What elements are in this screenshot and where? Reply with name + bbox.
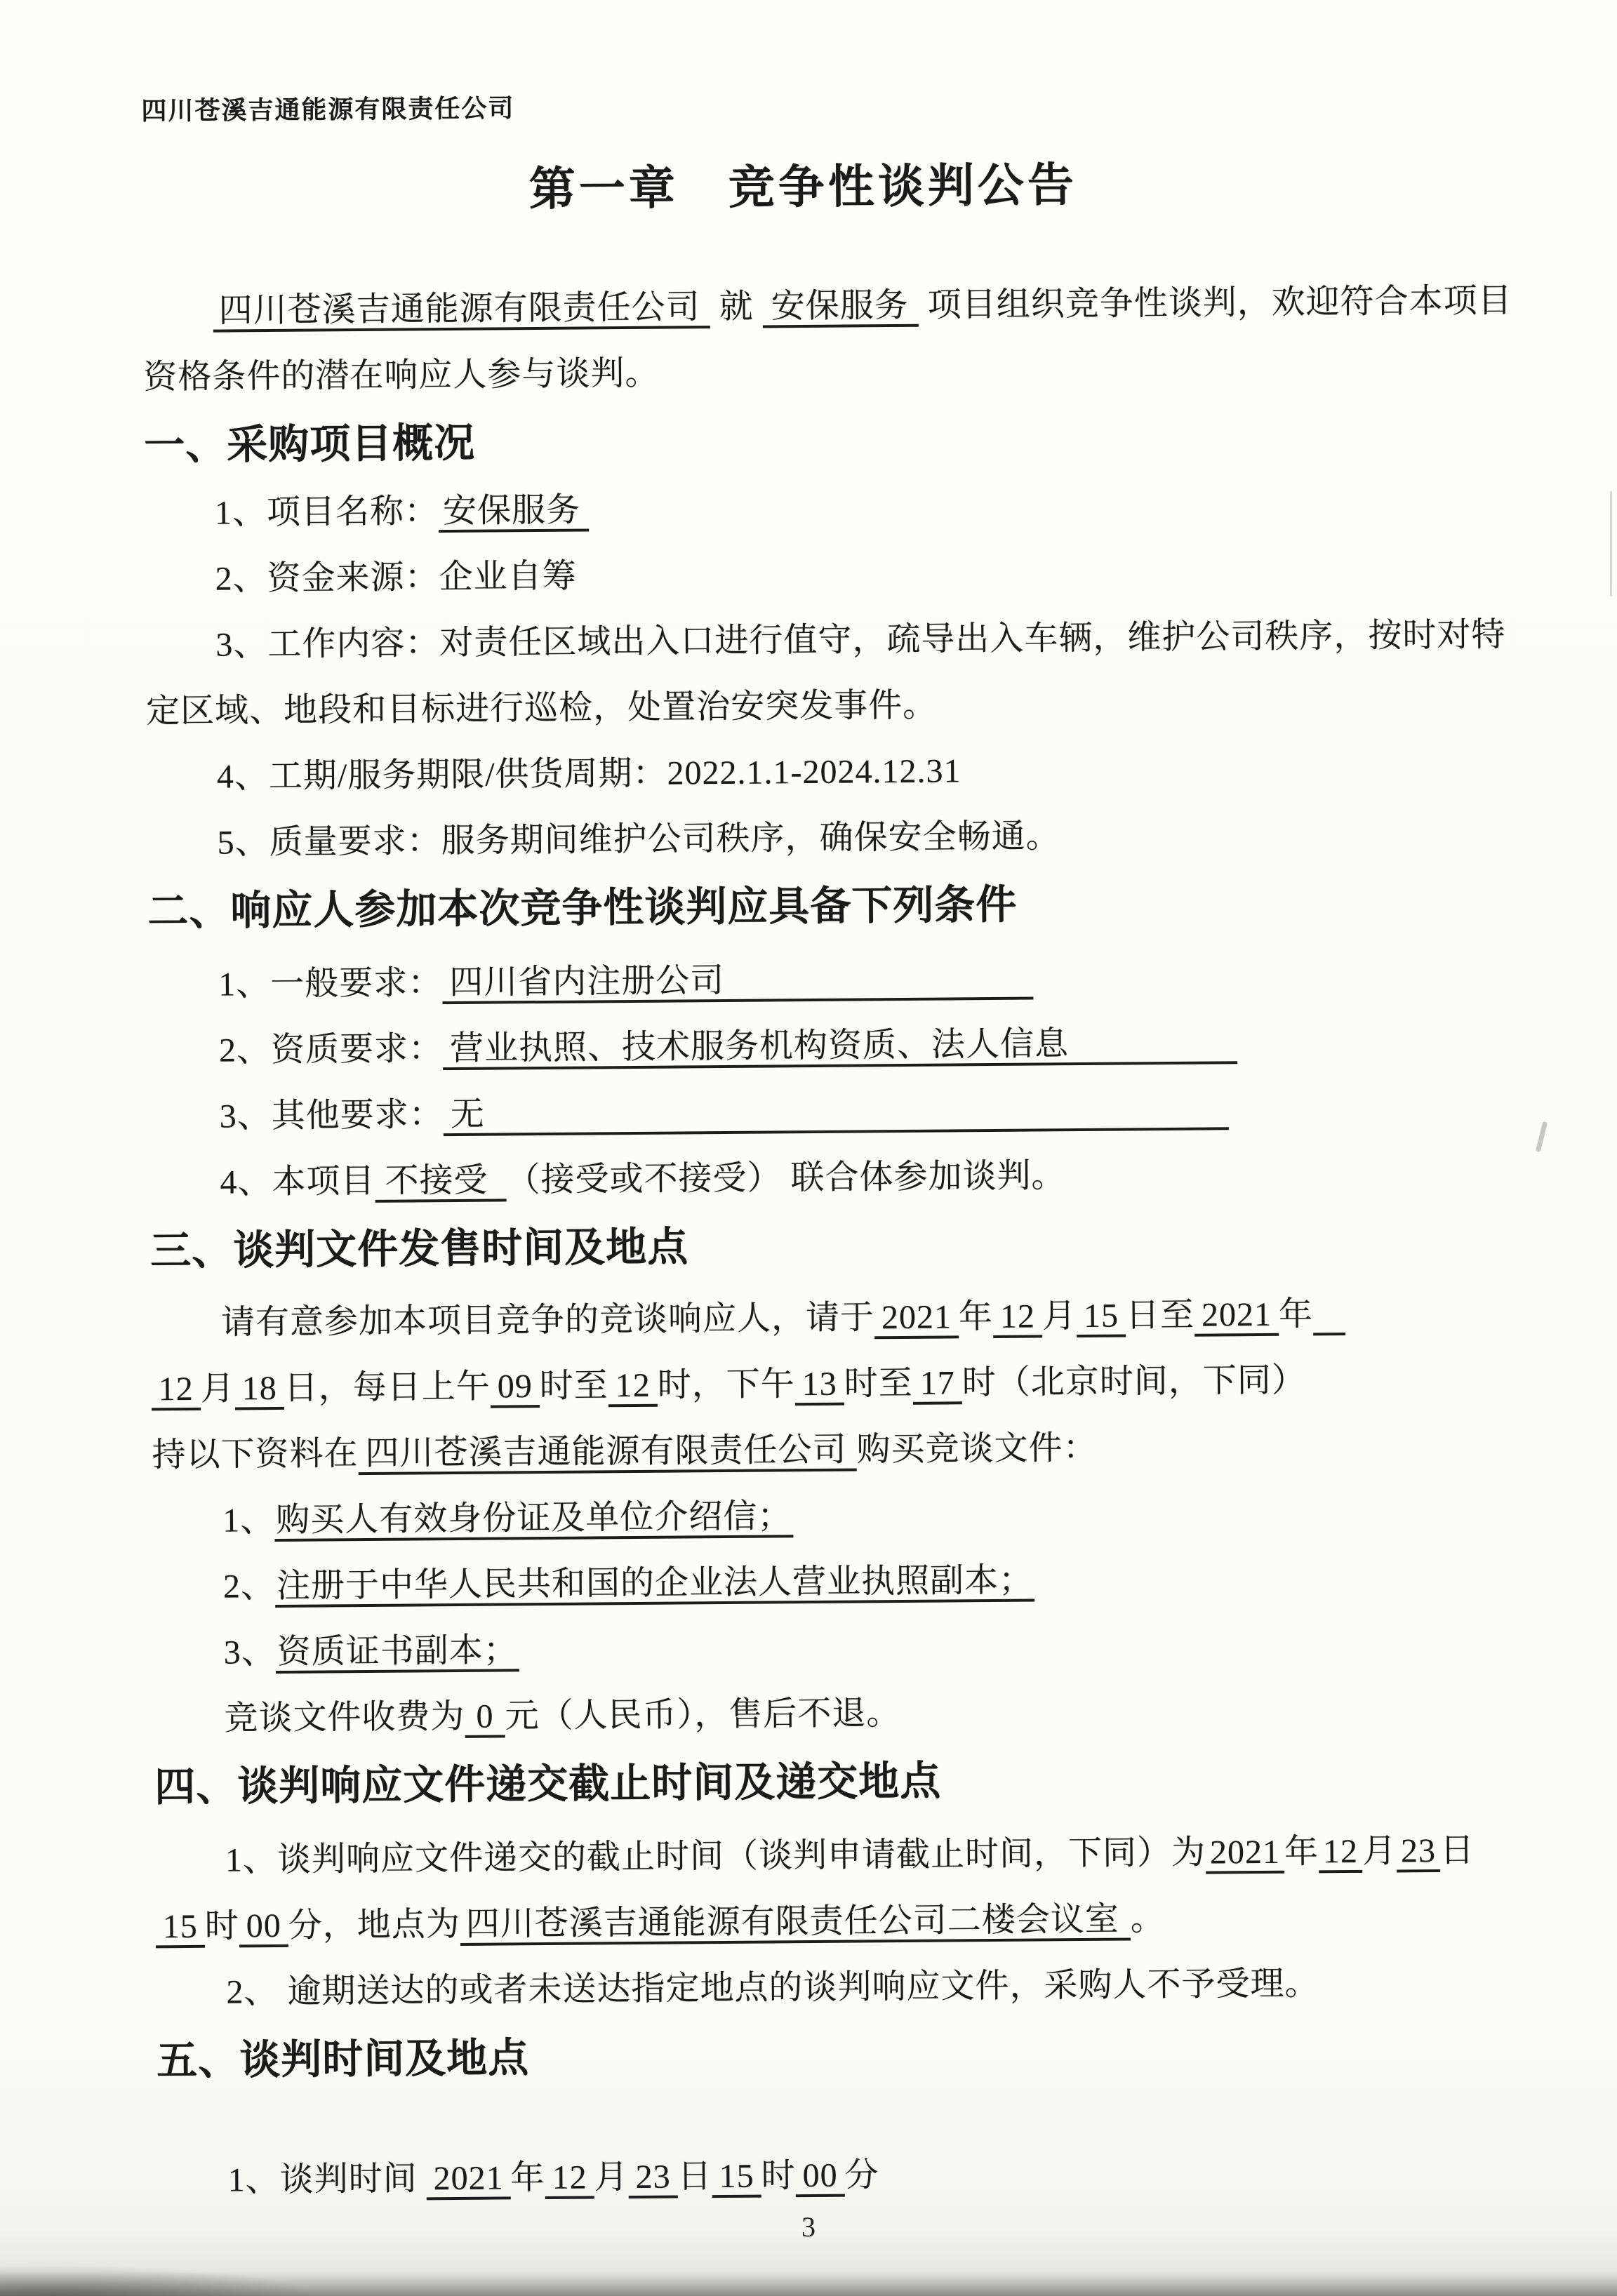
text-run: 年: [1284, 1833, 1319, 1871]
text-run: 月: [1042, 1297, 1077, 1335]
filled-blank: 无: [444, 1090, 1229, 1136]
section-4-heading: [154, 1742, 1477, 1823]
filled-blank: 2021: [1206, 1834, 1284, 1874]
text-run: 1、谈判响应文件递交的截止时间（谈判申请截止时间，下同）为: [225, 1834, 1206, 1879]
filled-blank: 15: [156, 1908, 205, 1949]
filled-blank: 12: [993, 1297, 1042, 1338]
section-3-item-2: [153, 1544, 1476, 1621]
filled-blank: 15: [712, 2158, 761, 2198]
filled-blank: 四川苍溪吉通能源有限责任公司二楼会议室: [460, 1900, 1131, 1945]
text-run: 时，下午: [657, 1366, 795, 1404]
text-run: 月: [594, 2158, 629, 2196]
text-run: 分: [844, 2156, 879, 2194]
filled-blank: 23: [1397, 1832, 1440, 1872]
section-5-item-1: [157, 2138, 1480, 2215]
text-run: 2、资金来源：企业自筹: [215, 557, 577, 598]
section-4-item-1-line-1: [155, 1818, 1478, 1895]
text-run: 三、谈判文件发售时间及地点: [149, 1224, 689, 1274]
section-3-item-3: [153, 1610, 1476, 1687]
filled-blank: 2021: [874, 1298, 959, 1339]
text-run: 资格条件的潜在响应人参与谈判。: [143, 354, 660, 396]
filled-blank: 12: [545, 2158, 594, 2199]
filled-blank: 0: [465, 1697, 505, 1737]
section-3-heading: [150, 1206, 1473, 1287]
text-run: 时（北京时间，下同）: [961, 1361, 1307, 1402]
text-run: 4、工期/服务期限/供货周期：2022.1.1-2024.12.31: [216, 752, 961, 796]
section-2-item-3: [149, 1074, 1472, 1151]
text-run: 3、: [223, 1633, 276, 1671]
filled-blank: 13: [795, 1366, 844, 1406]
filled-blank: 四川苍溪吉通能源有限责任公司: [213, 288, 710, 333]
text-run: 项目组织竞争性谈判，欢迎符合本项目: [918, 282, 1512, 324]
section-3-fee-line: [154, 1676, 1477, 1753]
scan-corner-smudge: [0, 2265, 323, 2296]
text-run: 就: [710, 288, 763, 326]
filled-blank: 购买人有效身份证及单位介绍信；: [274, 1497, 793, 1542]
text-run: 持以下资料在: [152, 1435, 359, 1474]
filled-blank: 安保服务: [439, 491, 589, 533]
text-run: 月: [200, 1370, 235, 1408]
text-run: 日: [1439, 1831, 1475, 1869]
page-number: 3: [801, 2211, 816, 2243]
text-run: 定区域、地段和目标进行巡检，处置治安突发事件。: [145, 686, 938, 730]
intro-line-1: [142, 269, 1512, 345]
text-run: 月: [1362, 1832, 1397, 1870]
section-1-item-5: [147, 801, 1470, 877]
text-run: 元（人民币），售后不退。: [505, 1695, 901, 1735]
text-run: 时: [761, 2157, 796, 2195]
text-run: 年: [1278, 1295, 1314, 1333]
section-3-para-line-2: [151, 1347, 1474, 1423]
text-run: 一、采购项目概况: [143, 420, 476, 469]
text-run: 年: [510, 2159, 545, 2197]
section-3-item-1: [152, 1479, 1475, 1555]
header-company: 四川苍溪吉通能源有限责任公司: [141, 93, 515, 126]
text-run: 年: [958, 1297, 994, 1336]
text-run: 二、响应人参加本次竞争性谈判应具备下列条件: [147, 881, 1018, 935]
filled-blank: 安保服务: [762, 287, 918, 328]
filled-blank: 不接受: [375, 1161, 506, 1202]
text-run: 2、 逾期送达的或者未送达指定地点的谈判响应文件，采购人不予受理。: [226, 1965, 1319, 2011]
document-body: [142, 269, 1512, 2215]
section-2-item-4: [149, 1140, 1472, 1217]
text-run: 时至: [539, 1367, 608, 1406]
page-title: 第一章 竞争性谈判公告: [528, 159, 1078, 216]
filled-blank: 09: [491, 1368, 540, 1408]
text-run: 竞谈文件收费为: [224, 1697, 465, 1737]
text-run: 5、质量要求：服务期间维护公司秩序，确保安全畅通。: [217, 817, 1060, 862]
filled-blank: 12: [152, 1370, 201, 1411]
filled-blank: 营业执照、技术服务机构资质、法人信息: [443, 1024, 1237, 1070]
filled-blank: 12: [1319, 1833, 1362, 1873]
text-run: 。: [1130, 1900, 1165, 1938]
intro-line-2: [143, 335, 1466, 411]
filled-blank: 00: [239, 1907, 288, 1948]
section-2-item-2: [149, 1008, 1472, 1085]
scan-artifact-edge: [1610, 491, 1612, 596]
text-run: 4、本项目: [220, 1162, 375, 1201]
text-run: 请有意参加本项目竞争的竞谈响应人，请于: [220, 1299, 875, 1342]
section-1-item-3-line-1: [145, 603, 1506, 679]
text-run: 日，每日上午: [284, 1368, 491, 1407]
section-1-item-4: [147, 735, 1470, 811]
text-run: （接受或不接受） 联合体参加谈判。: [506, 1157, 1066, 1199]
text-run: 购买竞谈文件：: [856, 1429, 1098, 1469]
filled-blank: 18: [235, 1370, 284, 1410]
text-run: 1、项目名称：: [214, 493, 439, 532]
filled-blank: 四川苍溪吉通能源有限责任公司: [358, 1431, 856, 1475]
text-run: 2、: [222, 1568, 276, 1606]
filled-blank: 四川省内注册公司: [442, 959, 1033, 1004]
section-1-heading: [144, 401, 1467, 481]
text-run: 日至: [1125, 1296, 1195, 1335]
section-1-item-1: [145, 471, 1468, 547]
section-2-heading: [147, 867, 1470, 947]
section-4-item-1-line-2: [155, 1884, 1478, 1961]
section-3-para-line-3: [152, 1413, 1475, 1489]
text-run: 五、谈判时间及地点: [157, 2035, 530, 2084]
filled-blank: 17: [913, 1364, 962, 1405]
filled-blank: 15: [1077, 1297, 1126, 1337]
text-run: 1、一般要求：: [218, 964, 443, 1003]
text-run: 时: [204, 1907, 239, 1945]
section-1-item-3-line-2: [146, 669, 1469, 745]
filled-blank: 2021: [1195, 1296, 1279, 1337]
section-4-item-2: [156, 1950, 1479, 2027]
filled-blank: 注册于中华人民共和国的企业法人营业执照副本；: [275, 1562, 1034, 1608]
section-2-item-1: [148, 942, 1471, 1019]
filled-blank: 23: [628, 2158, 677, 2199]
filled-blank: [1313, 1295, 1345, 1335]
text-run: 1、: [222, 1502, 275, 1540]
text-run: 3、工作内容：对责任区域出入口进行值守，疏导出入车辆，维护公司秩序，按时对特: [215, 616, 1506, 664]
section-1-item-2: [145, 537, 1468, 613]
filled-blank: 00: [795, 2157, 844, 2198]
filled-blank: 12: [608, 1367, 658, 1408]
text-run: 1、谈判时间: [227, 2160, 427, 2199]
text-run: 2、资质要求：: [218, 1030, 444, 1069]
text-run: 分，地点为: [288, 1905, 460, 1944]
section-5-heading: [157, 2016, 1479, 2097]
text-run: 时至: [844, 1364, 914, 1403]
text-run: 四、谈判响应文件递交截止时间及递交地点: [154, 1758, 942, 1810]
section-3-para-line-1: [151, 1281, 1474, 1357]
text-run: 3、其他要求：: [219, 1096, 444, 1135]
filled-blank: 资质证书副本；: [276, 1631, 519, 1674]
filled-blank: 2021: [426, 2159, 510, 2200]
text-run: 日: [677, 2158, 712, 2196]
